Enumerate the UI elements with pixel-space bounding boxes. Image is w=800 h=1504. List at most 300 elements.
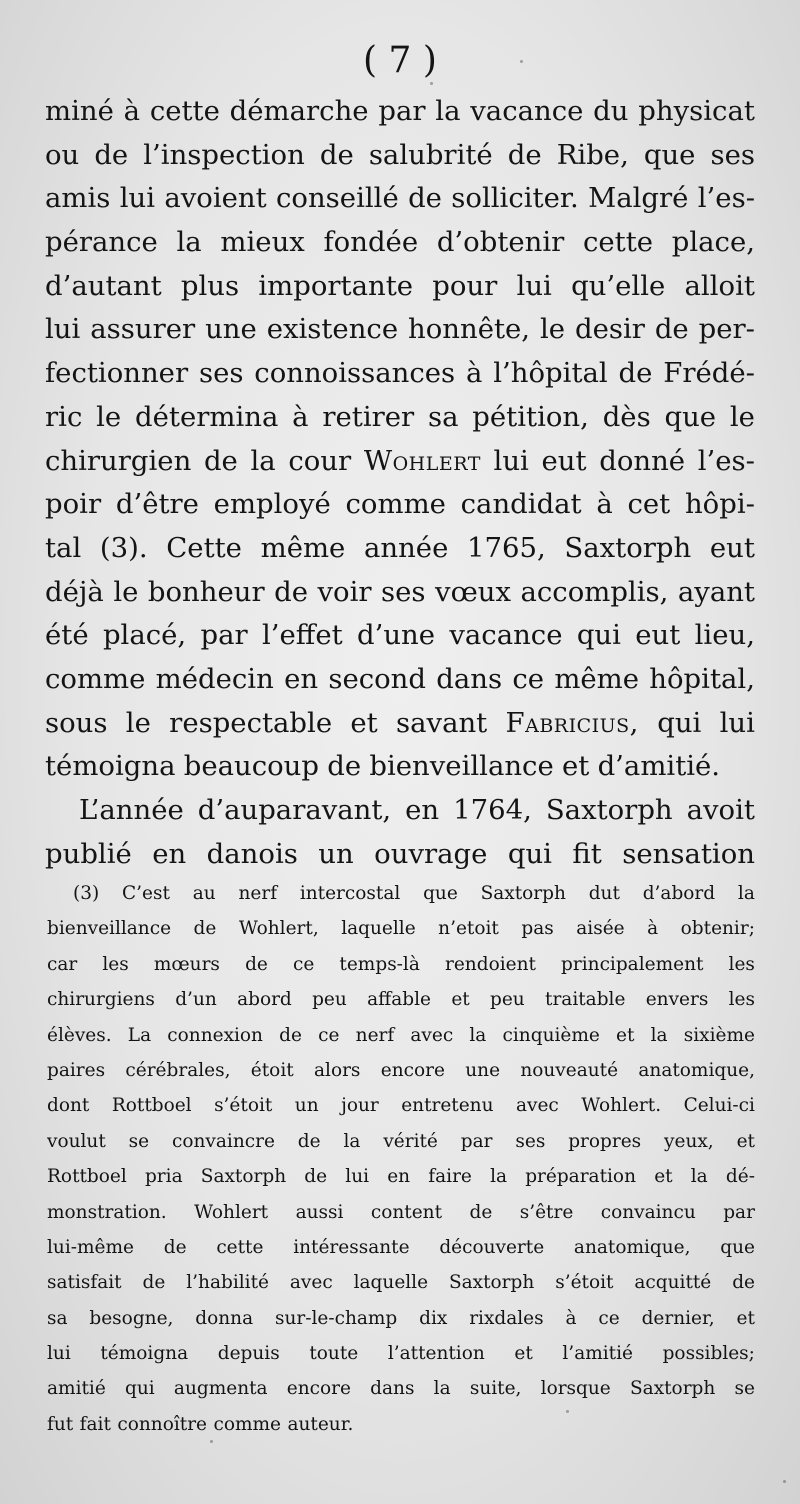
word: l’es-: [697, 182, 755, 215]
word: fectionner: [45, 357, 189, 390]
word: d’amitié.: [597, 750, 721, 783]
word: sous: [45, 706, 108, 739]
word: sensation: [622, 837, 755, 870]
word: année: [363, 531, 449, 564]
word: alors: [314, 1059, 361, 1081]
word: de: [327, 750, 362, 783]
word: content: [370, 1201, 443, 1223]
word: en: [387, 1166, 411, 1188]
word: plus: [180, 269, 240, 302]
word: affable: [367, 989, 432, 1011]
word: la: [690, 1166, 708, 1188]
word: encore: [286, 1378, 351, 1400]
word: aisée: [576, 918, 625, 940]
word: lui: [345, 1166, 370, 1188]
word: par: [200, 619, 248, 652]
word: envers: [645, 989, 709, 1011]
word: s’étoit: [214, 1095, 273, 1117]
word: par: [723, 1201, 755, 1223]
word: eut: [709, 531, 755, 564]
word: ses: [515, 1130, 546, 1152]
word: dernier,: [641, 1307, 715, 1329]
word: de: [304, 1166, 328, 1188]
word: un: [294, 1095, 319, 1117]
word: Wohlert.: [581, 1095, 662, 1117]
word: cette: [583, 226, 654, 259]
word: de: [94, 138, 129, 171]
word: employé: [213, 488, 331, 521]
word: à: [292, 400, 309, 433]
word: Fabricius,: [505, 706, 639, 739]
word: La: [127, 1024, 152, 1046]
word: découverte: [439, 1236, 545, 1258]
word: que: [643, 138, 696, 171]
word: dès: [602, 400, 651, 433]
word: Ribe,: [556, 138, 629, 171]
word: d’être: [115, 488, 199, 521]
word: le: [125, 706, 151, 739]
word: ses: [381, 575, 426, 608]
footnote-line: [47, 1407, 755, 1442]
text-line: [45, 702, 755, 746]
word: nerf: [238, 883, 278, 904]
word: la: [469, 1024, 487, 1046]
word: assurer: [90, 313, 196, 346]
word: comme: [213, 1413, 281, 1435]
word: aussi: [295, 1201, 344, 1223]
word: lui: [493, 444, 529, 477]
body-text: [45, 90, 755, 876]
word: nerf: [355, 1024, 395, 1046]
word: (3): [73, 883, 100, 904]
word: ses: [198, 357, 244, 390]
word: par: [378, 95, 426, 127]
word: la: [433, 1378, 451, 1400]
word: respectable: [169, 706, 333, 739]
word: de: [245, 953, 268, 975]
word: auteur.: [287, 1413, 354, 1435]
word: ou: [45, 138, 80, 171]
word: d’auparavant,: [197, 794, 392, 826]
text-line: [45, 483, 755, 527]
word: lui-même: [47, 1236, 134, 1258]
word: fut: [47, 1413, 74, 1435]
word: Saxtorph: [629, 1378, 716, 1400]
word: médecin: [155, 662, 274, 695]
word: faire: [428, 1166, 472, 1188]
word: chirurgiens: [47, 989, 155, 1011]
word: eut: [635, 619, 681, 652]
word: la: [737, 883, 755, 904]
word: connexion: [167, 1024, 263, 1046]
word: sa: [427, 400, 459, 433]
word: accomplis,: [520, 575, 669, 608]
word: d’abord: [642, 883, 716, 904]
word: de: [654, 313, 689, 346]
word: témoigna: [100, 1343, 189, 1365]
word: connoître: [117, 1413, 207, 1435]
word: cour: [288, 444, 352, 477]
text-line: [45, 614, 755, 658]
word: rixdales: [469, 1307, 544, 1329]
word: et: [736, 1130, 755, 1152]
word: ayant: [677, 575, 755, 608]
word: Cette: [166, 531, 242, 564]
word: ses: [710, 138, 755, 171]
word: principalement: [561, 953, 704, 975]
word: lui: [119, 182, 156, 215]
word: Saxtorph: [545, 794, 673, 826]
word: les: [728, 989, 755, 1011]
word: Malgré: [588, 182, 689, 215]
word: place,: [671, 226, 755, 259]
word: étoit: [250, 1059, 294, 1081]
word: rendoient: [445, 953, 536, 975]
word: à: [466, 357, 483, 390]
word: pria: [144, 1166, 183, 1188]
footnote-line: [47, 911, 755, 946]
word: Rottboel: [47, 1166, 127, 1188]
word: dans: [436, 662, 503, 695]
word: yeux,: [664, 1130, 714, 1152]
word: ric: [45, 400, 83, 433]
text-line: [45, 265, 755, 309]
word: publié: [45, 837, 132, 870]
word: et: [654, 1166, 673, 1188]
word: en: [152, 837, 187, 870]
word: même: [554, 662, 640, 695]
word: C’est: [122, 883, 170, 904]
word: ce: [598, 1307, 620, 1329]
word: sixième: [683, 1024, 755, 1046]
word: fit: [572, 837, 602, 870]
word: qui: [576, 619, 621, 652]
word: le: [729, 400, 755, 433]
word: Saxtorph: [480, 883, 566, 904]
word: la: [650, 1024, 668, 1046]
word: eut: [541, 444, 587, 477]
word: lui: [45, 313, 81, 346]
word: la: [250, 444, 276, 477]
word: ouvrage: [374, 837, 488, 870]
word: lui: [719, 706, 755, 739]
word: amitié: [47, 1378, 106, 1400]
word: car: [47, 953, 78, 975]
word: cette: [216, 1236, 264, 1258]
word: beaucoup: [183, 750, 319, 783]
word: une: [465, 1059, 501, 1081]
word: n’etoit: [438, 918, 499, 940]
word: l’amitié: [562, 1343, 633, 1365]
word: avec: [289, 1272, 333, 1294]
word: 1764,: [453, 794, 532, 826]
word: tal: [45, 531, 82, 564]
word: 1765,: [467, 531, 546, 564]
word: et: [616, 1024, 635, 1046]
word: fait: [79, 1413, 111, 1435]
word: de: [319, 138, 354, 171]
word: qu’elle: [571, 269, 666, 302]
word: élèves.: [47, 1024, 112, 1046]
word: toute: [309, 1343, 359, 1365]
word: à: [647, 918, 659, 940]
word: de: [279, 1024, 302, 1046]
footnote-line: [47, 876, 755, 911]
footnote-line: [47, 1265, 755, 1300]
text-line: [45, 134, 755, 178]
word: bienveillance: [47, 918, 172, 940]
word: comme: [45, 662, 146, 695]
word: de: [163, 1236, 187, 1258]
word: d’autant: [45, 269, 162, 302]
word: besogne,: [89, 1307, 174, 1329]
word: anatomique,: [638, 1059, 755, 1081]
word: qui: [657, 706, 702, 739]
word: savant: [396, 706, 488, 739]
word: et: [451, 989, 470, 1011]
word: lorsque: [540, 1378, 611, 1400]
word: Rottboel: [111, 1095, 192, 1117]
page-number: ( 7 ): [363, 40, 437, 81]
word: lieu,: [694, 619, 755, 652]
footnote-line: [47, 1159, 755, 1194]
word: vacance: [449, 619, 563, 652]
word: voulut: [47, 1130, 106, 1152]
word: Saxtorph: [200, 1166, 287, 1188]
text-line: [45, 396, 755, 440]
word: hôpi-: [684, 488, 755, 521]
word: cérébrales,: [125, 1059, 231, 1081]
word: s’étoit: [555, 1272, 614, 1294]
word: poir: [45, 488, 102, 521]
word: les: [102, 953, 129, 975]
word: avec: [515, 1095, 559, 1117]
word: Saxtorph: [448, 1272, 535, 1294]
word: été: [45, 619, 89, 652]
word: et: [350, 706, 378, 739]
word: la: [176, 226, 202, 259]
word: de: [142, 1272, 166, 1294]
word: cinquième: [502, 1024, 600, 1046]
word: augmenta: [173, 1378, 268, 1400]
word: placé,: [102, 619, 187, 652]
word: L’année: [79, 794, 184, 826]
footnote-line: [47, 1336, 755, 1371]
word: donné: [599, 444, 686, 477]
word: amis: [45, 182, 111, 215]
word: propres: [568, 1130, 642, 1152]
word: solliciter.: [451, 182, 579, 215]
text-line: [45, 352, 755, 396]
word: du: [593, 95, 629, 127]
word: suite,: [469, 1378, 522, 1400]
footnote-line: [47, 982, 755, 1017]
word: l’effet: [261, 619, 343, 652]
word: retirer: [322, 400, 415, 433]
text-line: [45, 177, 755, 221]
word: en: [405, 794, 440, 826]
word: de: [274, 575, 308, 608]
word: avoient: [164, 182, 267, 215]
word: laquelle: [353, 1272, 429, 1294]
word: que: [664, 400, 717, 433]
word: connoissances: [254, 357, 456, 390]
word: donna: [195, 1307, 254, 1329]
word: mœurs: [153, 953, 220, 975]
word: l’inspection: [143, 138, 305, 171]
word: lui: [516, 269, 552, 302]
word: témoigna: [45, 750, 176, 783]
word: Wohlert,: [238, 918, 319, 940]
word: chirurgien: [45, 444, 192, 477]
word: l’habilité: [186, 1272, 269, 1294]
word: anatomique,: [573, 1236, 691, 1258]
word: jour: [341, 1095, 379, 1117]
word: ce: [512, 662, 545, 695]
text-line: [45, 833, 755, 877]
word: à: [596, 488, 613, 521]
word: avoit: [686, 794, 755, 826]
word: ce: [292, 953, 315, 975]
word: de: [203, 444, 238, 477]
word: candidat: [460, 488, 582, 521]
word: monstration.: [47, 1201, 167, 1223]
word: pérance: [45, 226, 158, 259]
word: déjà: [45, 575, 104, 608]
word: se: [128, 1130, 150, 1152]
ink-speck: [783, 1480, 786, 1483]
word: dans: [370, 1378, 415, 1400]
word: desir: [574, 313, 645, 346]
word: paires: [47, 1059, 106, 1081]
word: danois: [206, 837, 298, 870]
word: pétition,: [472, 400, 589, 433]
word: satisfait: [47, 1272, 122, 1294]
word: le: [113, 575, 139, 608]
word: vœux: [435, 575, 511, 608]
text-line: [45, 308, 755, 352]
word: laquelle: [341, 918, 416, 940]
word: depuis: [217, 1343, 280, 1365]
word: la: [343, 1130, 361, 1152]
text-line: [45, 745, 755, 789]
word: conseillé: [276, 182, 399, 215]
word: lui: [47, 1343, 71, 1365]
word: hôpital,: [649, 662, 755, 695]
word: cette: [149, 95, 220, 127]
word: la: [490, 1166, 508, 1188]
word: Saxtorph: [564, 531, 692, 564]
word: l’attention: [387, 1343, 485, 1365]
word: intéressante: [293, 1236, 410, 1258]
word: avec: [410, 1024, 454, 1046]
word: comme: [345, 488, 446, 521]
word: le: [96, 400, 122, 433]
word: Wohlert: [363, 444, 481, 477]
word: acquitté: [634, 1272, 712, 1294]
word: dix: [419, 1307, 448, 1329]
footnote-line: [47, 1371, 755, 1406]
word: et: [514, 1343, 533, 1365]
word: cet: [627, 488, 671, 521]
word: qui: [507, 837, 552, 870]
word: peu: [490, 989, 525, 1011]
word: de: [469, 1201, 493, 1223]
word: sur-le-champ: [274, 1307, 398, 1329]
word: dé-: [725, 1166, 755, 1188]
word: voir: [317, 575, 372, 608]
word: même: [260, 531, 346, 564]
word: se: [734, 1378, 755, 1400]
word: vérité: [383, 1130, 438, 1152]
word: au: [192, 883, 216, 904]
word: physicat: [638, 95, 755, 127]
word: que: [423, 883, 458, 904]
word: que: [720, 1236, 755, 1258]
footnote-line: [47, 1124, 755, 1159]
word: abord: [237, 989, 292, 1011]
word: de: [618, 357, 653, 390]
footnote-line: [47, 1230, 755, 1265]
footnote-line: [47, 1088, 755, 1123]
word: existence: [266, 313, 399, 346]
word: temps-là: [339, 953, 420, 975]
word: de: [193, 918, 217, 940]
word: possibles;: [662, 1343, 755, 1365]
word: d’obtenir: [436, 226, 565, 259]
word: pas: [521, 918, 554, 940]
footnote-line: [47, 1053, 755, 1088]
word: ce: [318, 1024, 340, 1046]
word: honnête,: [408, 313, 531, 346]
word: détermina: [135, 400, 279, 433]
word: sa: [47, 1307, 68, 1329]
word: convaincre: [172, 1130, 275, 1152]
word: vacance: [470, 95, 584, 127]
word: obtenir;: [680, 918, 755, 940]
word: dut: [588, 883, 620, 904]
word: bienveillance: [369, 750, 554, 783]
word: de: [507, 138, 542, 171]
word: préparation: [525, 1166, 636, 1188]
text-line: [45, 789, 755, 833]
footnote-line: [47, 1301, 755, 1336]
footnote-line: [47, 947, 755, 982]
word: Celui-ci: [683, 1095, 755, 1117]
word: importante: [258, 269, 414, 302]
word: le: [539, 313, 566, 346]
word: (3).: [99, 531, 148, 564]
word: per-: [698, 313, 755, 346]
word: dont: [47, 1095, 90, 1117]
word: entretenu: [401, 1095, 494, 1117]
word: et: [736, 1307, 755, 1329]
word: convaincu: [600, 1201, 696, 1223]
word: encore: [380, 1059, 445, 1081]
word: nouveauté: [520, 1059, 619, 1081]
word: les: [728, 953, 755, 975]
word: qui: [125, 1378, 155, 1400]
word: la: [435, 95, 461, 127]
word: fondée: [323, 226, 419, 259]
word: Wohlert: [194, 1201, 269, 1223]
word: l’hôpital: [493, 357, 608, 390]
footnote-line: [47, 1195, 755, 1230]
text-line: [45, 440, 755, 484]
footnote-line: [47, 1018, 755, 1053]
word: à: [123, 95, 141, 127]
word: mieux: [220, 226, 305, 259]
